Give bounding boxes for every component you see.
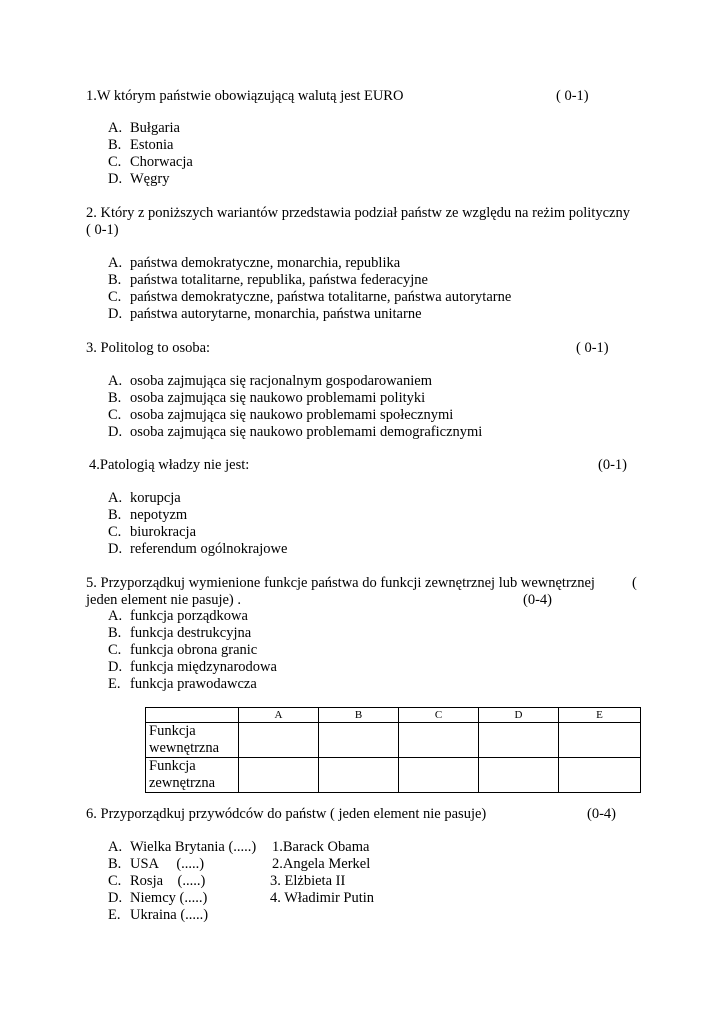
table-header-c: C <box>399 708 479 723</box>
q1-option-a: A. Bułgaria <box>108 120 180 136</box>
q1-question: 1.W którym państwie obowiązującą walutą jest EURO <box>86 88 404 104</box>
q6-leader-2: 2.Angela Merkel <box>272 856 371 872</box>
q5-question-line2: jeden element nie pasuje) . <box>86 592 242 608</box>
q2-option-b: B. państwa totalitarne, republika, państwa federacyjne <box>108 272 428 288</box>
table-row-internal <box>146 723 641 758</box>
q3-option-d: D. osoba zajmująca się naukowo problemami demograficznymi <box>108 424 483 440</box>
q2-question: 2. Który z poniższych wariantów przedstawia podział państw ze względu na reżim polityczny <box>86 205 630 221</box>
q1-option-c: C. Chorwacja <box>108 154 193 170</box>
q6-leader-4: 4. Władimir Putin <box>270 890 375 906</box>
q2-option-c: C. państwa demokratyczne, państwa totalitarne, państwa autorytarne <box>108 289 512 305</box>
answer-cell-external-b[interactable] <box>319 758 399 793</box>
q5-question-line1: 5. Przyporządkuj wymienione funkcje państwa do funkcji zewnętrznej lub wewnętrznej <box>86 575 595 591</box>
table-row-external <box>146 758 641 793</box>
table-header-a: A <box>239 708 319 723</box>
q5-option-d: D. funkcja międzynarodowa <box>108 659 277 675</box>
q4-points: (0-1) <box>598 457 627 473</box>
q5-option-a: A. funkcja porządkowa <box>108 608 248 624</box>
q5-option-e: E. funkcja prawodawcza <box>108 676 257 692</box>
q5-option-c: C. funkcja obrona granic <box>108 642 258 658</box>
q6-leader-3: 3. Elżbieta II <box>270 873 346 889</box>
q3-option-c: C. osoba zajmująca się naukowo problemami społecznymi <box>108 407 454 423</box>
answer-cell-external-e[interactable] <box>559 758 641 793</box>
q2-option-a: A. państwa demokratyczne, monarchia, republika <box>108 255 401 271</box>
q6-country-a: A. Wielka Brytania (.....) <box>108 839 257 855</box>
q4-option-a: A. korupcja <box>108 490 181 506</box>
q6-points: (0-4) <box>587 806 616 822</box>
answer-cell-internal-a[interactable] <box>239 723 319 758</box>
q1-option-d: D. Węgry <box>108 171 170 187</box>
q1-points: ( 0-1) <box>556 88 589 104</box>
q5-points: (0-4) <box>523 592 552 608</box>
q5-paren-open: ( <box>632 575 637 591</box>
table-header-b: B <box>319 708 399 723</box>
answer-cell-external-c[interactable] <box>399 758 479 793</box>
q6-country-b: B. USA (.....) <box>108 856 205 872</box>
answer-cell-internal-b[interactable] <box>319 723 399 758</box>
row-label-internal: Funkcja wewnętrzna <box>146 723 239 758</box>
q2-points: ( 0-1) <box>86 222 119 238</box>
table-header-row <box>146 708 641 723</box>
answer-cell-external-a[interactable] <box>239 758 319 793</box>
q3-option-a: A. osoba zajmująca się racjonalnym gospodarowaniem <box>108 373 432 389</box>
answer-cell-internal-e[interactable] <box>559 723 641 758</box>
q4-option-d: D. referendum ogólnokrajowe <box>108 541 288 557</box>
q6-country-c: C. Rosja (.....) <box>108 873 206 889</box>
q5-option-b: B. funkcja destrukcyjna <box>108 625 252 641</box>
q6-leader-1: 1.Barack Obama <box>272 839 370 855</box>
table-header-corner <box>146 708 239 723</box>
q1-option-b: B. Estonia <box>108 137 174 153</box>
answer-cell-internal-c[interactable] <box>399 723 479 758</box>
q3-question: 3. Politolog to osoba: <box>86 340 211 356</box>
q3-points: ( 0-1) <box>576 340 609 356</box>
q4-option-b: B. nepotyzm <box>108 507 188 523</box>
q6-question: 6. Przyporządkuj przywódców do państw ( jeden element nie pasuje) <box>86 806 487 822</box>
answer-cell-internal-d[interactable] <box>479 723 559 758</box>
table-header-e: E <box>559 708 641 723</box>
q4-question: 4.Patologią władzy nie jest: <box>89 457 250 473</box>
q6-country-d: D. Niemcy (.....) <box>108 890 208 906</box>
row-label-external: Funkcja zewnętrzna <box>146 758 239 793</box>
q5-answer-table <box>145 707 641 793</box>
q2-option-d: D. państwa autorytarne, monarchia, państwa unitarne <box>108 306 422 322</box>
answer-cell-external-d[interactable] <box>479 758 559 793</box>
q4-option-c: C. biurokracja <box>108 524 197 540</box>
table-header-d: D <box>479 708 559 723</box>
q6-country-e: E. Ukraina (.....) <box>108 907 209 923</box>
q3-option-b: B. osoba zajmująca się naukowo problemami polityki <box>108 390 426 406</box>
